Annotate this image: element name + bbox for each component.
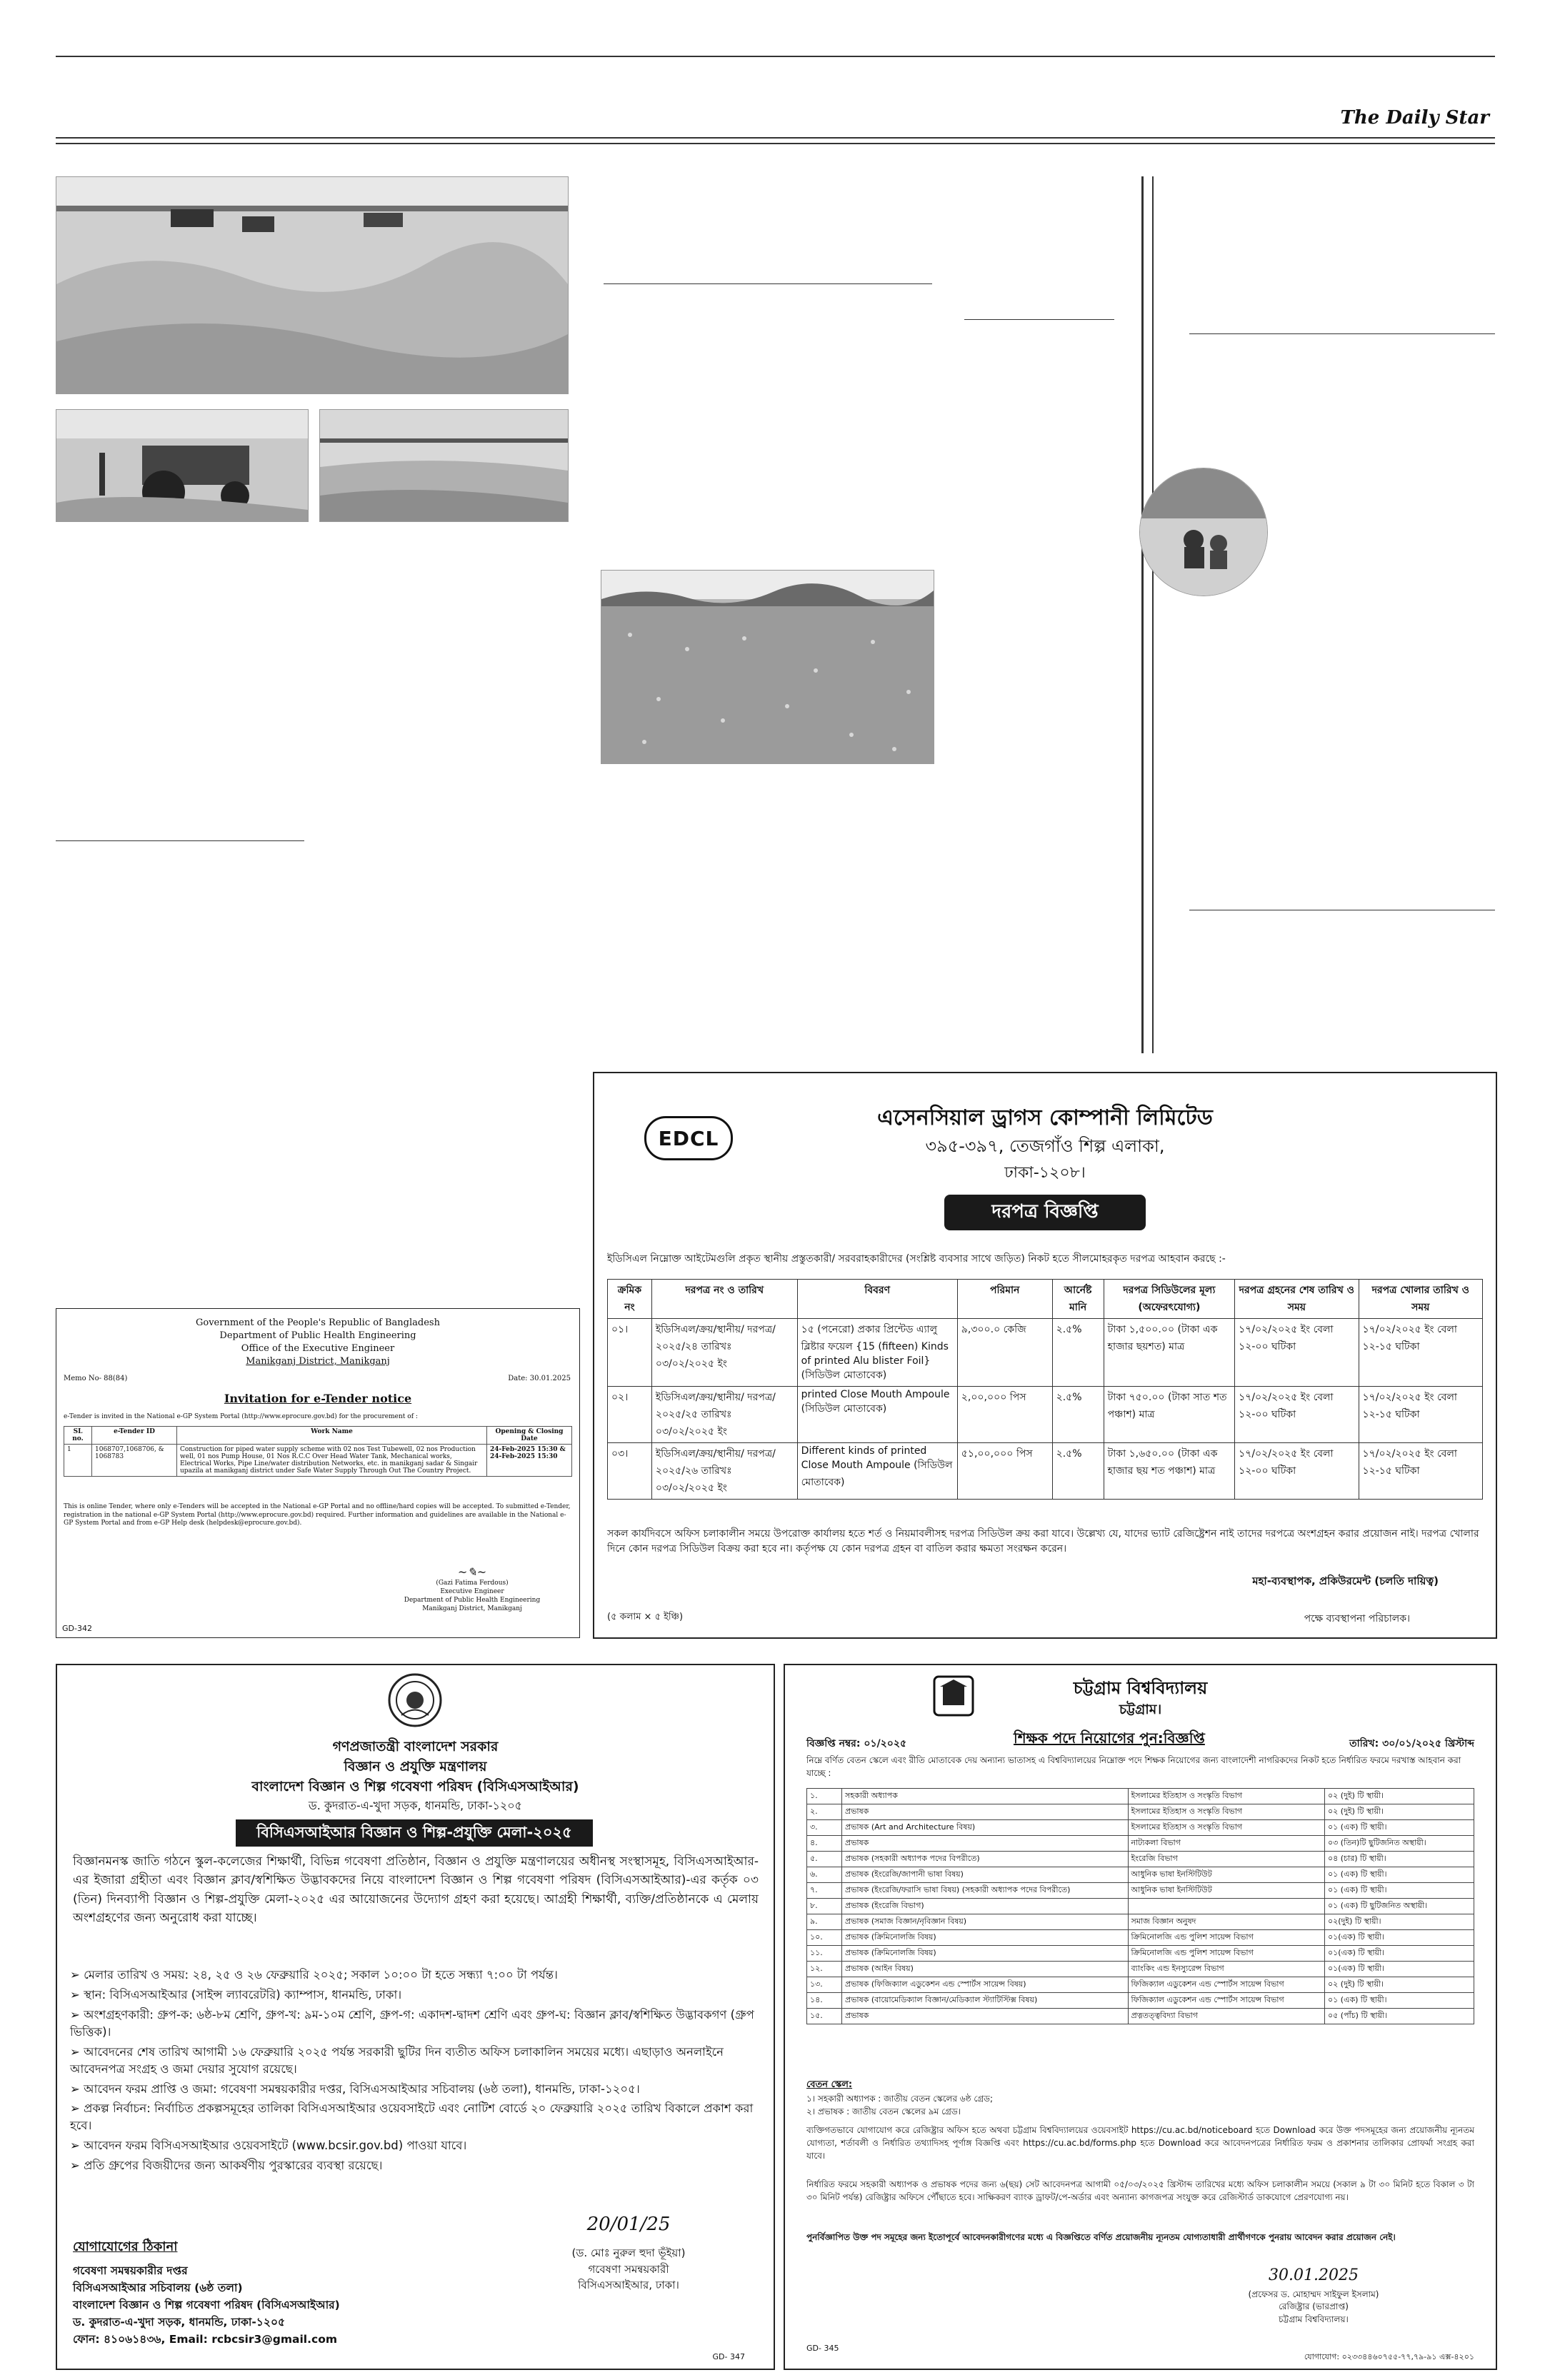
edcl-col-header: আর্নেষ্ট মানি (1052, 1280, 1104, 1319)
table-cell: ১৭/০২/২০২৫ ইং বেলা ১২-১৫ ঘটিকা (1359, 1443, 1482, 1500)
table-row (608, 1387, 1483, 1443)
table-cell: টাকা ৭৫০.০০ (টাকা সাত শত পঞ্চাশ) মাত্র (1104, 1387, 1235, 1443)
arrow-icon: ➢ (70, 2007, 84, 2022)
table-cell: সহকারী অধ্যাপক (842, 1789, 1129, 1804)
edcl-notice-title-badge (944, 1195, 1146, 1230)
edcl-signatory-2: পক্ষে ব্যবস্থাপনা পরিচালক। (1304, 1613, 1410, 1625)
table-cell: ০৪ (চার) টি স্থায়ী। (1325, 1852, 1474, 1867)
table-cell: প্রভাষক (ক্রিমিনোলজি বিষয়) (842, 1946, 1129, 1962)
bcsir-bullet: ➢ অংশগ্রহণকারী: গ্রুপ-ক: ৬ষ্ঠ-৮ম শ্রেণি, গ্রুপ-খ: ৯ম-১০ম শ্রেণি, গ্রুপ-গ: একাদশ-দ্বাদশ শ্রেণি এবং গ্রুপ-ঘ: বিজ্ঞান ক্লাব/স্বশিক্ষিত উদ্ভাবকগণ (গ্রুপ ভিত্তিক)। (70, 2007, 754, 2039)
edcl-col-header: দরপত্র গ্রহনের শেষ তারিখ ও সময় (1235, 1280, 1359, 1319)
cu-sig-name: (প্রফেসর ড. মোহাম্মদ সাইফুল ইসলাম) (1248, 2289, 1379, 2299)
table-row (807, 1789, 1474, 1804)
egp-district: Manikganj District, Manikganj (246, 1356, 390, 1367)
table-cell: ফিজিক্যাল এডুকেশন এন্ড স্পোর্টস সায়েন্স বিভাগ (1128, 1993, 1324, 2009)
table-cell: সমাজ বিজ্ঞান অনুষদ (1128, 1914, 1324, 1930)
table-cell: ০১ (এক) টি স্থায়ী। (1325, 1867, 1474, 1883)
bcsir-contact-line: ড. কুদরাত-এ-খুদা সড়ক, ধানমন্ডি, ঢাকা-১২০৫ (73, 2316, 286, 2329)
egp-memo: Memo No- 88(84) (64, 1375, 128, 1382)
egp-sig-district: Manikganj District, Manikganj (422, 1605, 522, 1613)
table-cell: ০৩ (তিন)টি ছুটিজনিত অস্থায়ী। (1325, 1836, 1474, 1852)
table-cell: ইডিসিএল/ক্রয়/স্থানীয়/ দরপত্র/২০২৫/২৬ তারিখঃ ০৩/০২/২০২৫ ইং (651, 1443, 797, 1500)
edcl-col-header: পরিমান (957, 1280, 1052, 1319)
egp-note: This is online Tender, where only e-Tenders will be accepted in the National e-GP Portal and no offline/hard copies will be accepted. To submitted e-Tender, registration in the national e-GP System Portal (http://www.eprocure.gov.bd) required. Further information and guidelines are available in the National e-GP System Portal and from e-GP Help desk (helpdesk@eprocure.gov.bd). (64, 1503, 571, 1527)
table-row (64, 1445, 572, 1477)
table-cell: ০২ (দুই) টি স্থায়ী। (1325, 1804, 1474, 1820)
table-cell: ২.৫% (1052, 1387, 1104, 1443)
bcsir-contact-block (73, 2262, 501, 2348)
table-row (807, 2009, 1474, 2024)
table-cell: ১৭/০২/২০২৫ ইং বেলা ১২-০০ ঘটিকা (1235, 1387, 1359, 1443)
cu-intro: নিম্নে বর্ণিত বেতন স্কেলে এবং রীতি মোতাবেক দেয় অন্যান্য ভাতাসহ এ বিশ্ববিদ্যালয়ের নিম্নোক্ত পদে শিক্ষক নিয়োগের জন্য বাংলাদেশী নাগরিকদের নিকট হতে নির্ধারিত ফরমে দরখাস্ত আহবান করা যাচ্ছে : (806, 1755, 1461, 1778)
edcl-signatory: মহা-ব্যবস্থাপক, প্রকিউরমেন্ট (চলতি দায়িত্ব) (1252, 1575, 1439, 1587)
bcsir-ministry: বিজ্ঞান ও প্রযুক্তি মন্ত্রণালয় (344, 1759, 487, 1774)
cu-para-2: নির্ধারিত ফরমে সহকারী অধ্যাপক ও প্রভাষক পদের জন্য ৬(ছয়) সেট আবেদনপত্র আগামী ০৫/০৩/২০২৫ খ্রিস্টাব্দ তারিখের মধ্যে অফিস চলাকালীন সময়ে (সকাল ৯ টা ৩০ মিনিট হতে বিকাল ৩ টা ৩০ মিনিট পর্যন্ত) রেজিষ্ট্রার অফিসে পৌঁছাতে হবে। সাক্ষিকরণ ব্যাংক ড্রাফট/পে-অর্ডার এবং অন্যান্য কাগজপত্র সংযুক্ত করে রেজিস্টার্ড ডাকযোগে প্রেরণযোগ্য নয়। (806, 2179, 1474, 2202)
bcsir-bullet: ➢ আবেদন ফরম বিসিএসআইআর ওয়েবসাইটে (www.bcsir.gov.bd) পাওয়া যাবে। (70, 2139, 467, 2153)
table-cell: আধুনিক ভাষা ইনস্টিটিউট (1128, 1867, 1324, 1883)
table-cell: প্রভাষক (বায়োমেডিক্যাল বিজ্ঞান/মেডিক্যাল স্ট্যাটিস্টিক্স বিষয়) (842, 1993, 1129, 2009)
table-cell: ৮. (807, 1899, 842, 1914)
cu-date: তারিখ: ৩০/০১/২০২৫ খ্রিস্টাব্দ (1349, 1738, 1474, 1749)
table-cell: ০১(এক) টি স্থায়ী। (1325, 1930, 1474, 1946)
table-cell: ০৫ (পাঁচ) টি স্থায়ী। (1325, 2009, 1474, 2024)
table-cell: ০১ (এক) টি ছুটিজনিত অস্থায়ী। (1325, 1899, 1474, 1914)
table-cell: আধুনিক ভাষা ইনস্টিটিউট (1128, 1883, 1324, 1899)
egp-col-header: e-Tender ID (92, 1427, 177, 1445)
table-cell: 1068707,1068706, & 1068783 (92, 1445, 177, 1477)
table-row (807, 1899, 1474, 1914)
edcl-col-header: দরপত্র সিডিউলের মূল্য (অফেরৎযোগ্য) (1104, 1280, 1235, 1319)
sand-extraction-photo (56, 176, 569, 394)
bcsir-contact-heading: যোগাযোগের ঠিকানা (73, 2239, 178, 2254)
table-row (807, 1883, 1474, 1899)
egp-office: Office of the Executive Engineer (241, 1343, 395, 1354)
edcl-col-header: ক্রমিক নং (608, 1280, 652, 1319)
table-cell: প্রভাষক (সমাজ বিজ্ঞান/নৃবিজ্ঞান বিষয়) (842, 1914, 1129, 1930)
cu-pay-block (806, 2092, 993, 2118)
bcsir-title: বিসিএসআইআর বিজ্ঞান ও শিল্প-প্রযুক্তি মেলা-২০২৫ (256, 1823, 572, 1841)
table-cell: ০১ (এক) টি স্থায়ী। (1325, 1820, 1474, 1836)
bcsir-bullet: ➢ মেলার তারিখ ও সময়: ২৪, ২৫ ও ২৬ ফেব্রুয়ারি ২০২৫; সকাল ১০:০০ টা হতে সন্ধ্যা ৭:০০ টা পর্যন্ত। (70, 1968, 558, 1982)
cu-recruitment-ad (784, 1664, 1497, 2370)
bcsir-title-badge (236, 1819, 593, 1847)
table-row (807, 1993, 1474, 2009)
table-cell: প্রভাষক (ইংরেজি/জাপানী ভাষা বিষয়) (842, 1867, 1129, 1883)
table-cell: Construction for piped water supply scheme with 02 nos Test Tubewell, 02 nos Production well, 01 nos Pump House, 01 Nos R.C.C Over Head Water Tank, Mechanical works, Electrical Works, Pipe Line/water distribution Networks, etc. in manikganj sadar & Singair upazila at manikganj district under Safe Water Supply Through Out The Country Project. (177, 1445, 487, 1477)
header-rule-2 (56, 143, 1495, 144)
cu-name: চট্টগ্রাম বিশ্ববিদ্যালয় (1073, 1678, 1208, 1698)
egp-col-header: SL no. (64, 1427, 92, 1445)
table-cell: প্রভাষক (ইংরেজি/ফরাসি ভাষা বিষয়) (সহকারী অধ্যাপক পদের বিপরীতে) (842, 1883, 1129, 1899)
table-cell: ০৩। (608, 1443, 652, 1500)
arrow-icon: ➢ (70, 2082, 84, 2096)
egp-sig-title: Executive Engineer (440, 1588, 504, 1596)
table-row (807, 1852, 1474, 1867)
bcsir-council: বাংলাদেশ বিজ্ঞান ও শিল্প গবেষণা পরিষদ (বিসিএসআইআর) (251, 1779, 579, 1794)
table-row (807, 1930, 1474, 1946)
bcsir-gov: গণপ্রজাতন্ত্রী বাংলাদেশ সরকার (332, 1739, 499, 1754)
cu-sig-org: চট্টগ্রাম বিশ্ববিদ্যালয়। (1279, 2314, 1349, 2324)
bcsir-sig-title: গবেষণা সমন্বয়কারী (588, 2262, 669, 2276)
table-row (807, 1867, 1474, 1883)
sidebar-rule-1 (1189, 333, 1495, 334)
table-cell: ১৫. (807, 2009, 842, 2024)
sidebar-vertical-rule-1 (1141, 176, 1144, 1053)
table-cell: ৬. (807, 1867, 842, 1883)
crop-field-photo (601, 570, 934, 764)
table-row (608, 1319, 1483, 1387)
edcl-col-header: দরপত্র নং ও তারিখ (651, 1280, 797, 1319)
arrow-icon: ➢ (70, 2044, 84, 2059)
bcsir-signature-date: 20/01/25 (586, 2214, 671, 2235)
table-cell: ১৭/০২/২০২৫ ইং বেলা ১২-০০ ঘটিকা (1235, 1443, 1359, 1500)
bcsir-contact-line: বিসিএসআইআর সচিবালয় (৬ষ্ঠ তলা) (73, 2281, 243, 2295)
tractor-photo (56, 409, 309, 522)
bcsir-sig-org: বিসিএসআইআর, ঢাকা। (578, 2279, 679, 2291)
table-cell: ০২(দুই) টি স্থায়ী। (1325, 1914, 1474, 1930)
table-cell: প্রভাষক (ক্রিমিনোলজি বিষয়) (842, 1930, 1129, 1946)
bcsir-intro: বিজ্ঞানমনস্ক জাতি গঠনে স্কুল-কলেজের শিক্ষার্থী, বিভিন্ন গবেষণা প্রতিষ্ঠান, বিজ্ঞান ও প্রযুক্তি মন্ত্রণালয়ের অধীনস্থ সংস্থাসমূহ, বিসিএসআইআর-এর ইজারা গ্রহীতা এবং বিজ্ঞান ক্লাব/স্বশিক্ষিত উদ্ভাবকদের নিয়ে বাংলাদেশ বিজ্ঞান ও শিল্প গবেষণা পরিষদ (বিসিএসআইআর)-এর কর্তৃক ০৩ (তিন) দিনব্যাপী বিজ্ঞান ও শিল্প-প্রযুক্তি মেলা-২০২৫ এর আয়োজনের উদ্যোগ গ্রহণ করা হয়েছে। আগ্রহী শিক্ষার্থী, ব্যক্তি/প্রতিষ্ঠানকে এ মেলায় অংশগ্রহণের জন্য অনুরোধ করা যাচ্ছে। (73, 1854, 759, 1926)
masthead-logo: The Daily Star (1340, 107, 1489, 129)
table-cell: প্রভাষক (842, 2009, 1129, 2024)
arrow-icon: ➢ (70, 1968, 84, 1982)
bcsir-gd-code: GD- 347 (712, 2352, 745, 2361)
edcl-footer-text: সকল কার্যদিবসে অফিস চলাকালীন সময়ে উপরোক্ত কার্যালয় হতে শর্ত ও নিয়মাবলীসহ দরপত্র সিডিউল ক্রয় করা যাবে। উল্লেখ্য যে, যাদের ভ্যাট রেজিষ্ট্রেশন নাই তাদের দরপত্রে অংশগ্রহন করার প্রয়োজন নাই। দরপত্র খোলার দিনে কোন দরপত্র সিডিউল বিক্রয় করা হবে না। কর্তৃপক্ষ যে কোন দরপত্র গ্রহন বা বাতিল করার ক্ষমতা সংরক্ষন করেন। (607, 1528, 1479, 1555)
table-cell: ০১ (এক) টি স্থায়ী। (1325, 1883, 1474, 1899)
table-cell: ২. (807, 1804, 842, 1820)
edcl-tender-ad (593, 1072, 1497, 1639)
bcsir-address: ড. কুদরাত-এ-খুদা সড়ক, ধানমন্ডি, ঢাকা-১২০৫ (308, 1799, 523, 1812)
table-cell: 1 (64, 1445, 92, 1477)
egp-title: Invitation for e-Tender notice (224, 1392, 412, 1405)
table-cell: ১০. (807, 1930, 842, 1946)
table-cell: নাট্যকলা বিভাগ (1128, 1836, 1324, 1852)
table-row (807, 1962, 1474, 1977)
table-cell: ০২ (দুই) টি স্থায়ী। (1325, 1977, 1474, 1993)
table-cell: ফিজিক্যাল এডুকেশন এন্ড স্পোর্টস সায়েন্স বিভাগ (1128, 1977, 1324, 1993)
bcsir-bullet: ➢ প্রকল্প নির্বাচন: নির্বাচিত প্রকল্পসমূহের তালিকা বিসিএসআইআর ওয়েবসাইটে এবং নোটিশ বোর্ডে ২০ ফেব্রুয়ারি ২০২৫ তারিখ বিকালে প্রকাশ করা হবে। (70, 2102, 754, 2133)
edcl-company-name: এসেনসিয়াল ড্রাগস কোম্পানী লিমিটেড (877, 1105, 1213, 1130)
table-cell: টাকা ১,৬৫০.০০ (টাকা এক হাজার ছয় শত পঞ্চাশ) মাত্র (1104, 1443, 1235, 1500)
cu-pay-line: ১। সহকারী অধ্যাপক : জাতীয় বেতন স্কেলের ৬ষ্ঠ গ্রেড; (806, 2094, 994, 2104)
table-cell: ৫. (807, 1852, 842, 1867)
egp-tender-ad (56, 1308, 580, 1638)
egp-gov: Government of the People's Republic of Bangladesh (196, 1317, 440, 1328)
table-cell: ইংরেজি বিভাগ (1128, 1852, 1324, 1867)
sidebar-vertical-rule-2 (1152, 176, 1154, 1053)
table-cell: প্রভাষক (ফিজিক্যাল এডুকেশন এন্ড স্পোর্টস সায়েন্স বিষয়) (842, 1977, 1129, 1993)
cu-city: চট্টগ্রাম। (1119, 1702, 1162, 1717)
table-cell: ৯. (807, 1914, 842, 1930)
table-cell: প্রভাষক (সহকারী অধ্যাপক পদের বিপরীতে) (842, 1852, 1129, 1867)
edcl-tender-table (607, 1279, 1483, 1500)
cu-title: শিক্ষক পদে নিয়োগের পুন:বিজ্ঞপ্তি (1014, 1729, 1205, 1747)
edcl-ad-size: (৫ কলাম × ৫ ইঞ্চি) (607, 1612, 684, 1622)
bcsir-contact-line: ফোন: ৪১০৬১৪৩৬, Email: rcbcsir3@gmail.com (73, 2333, 337, 2346)
table-row (807, 1836, 1474, 1852)
table-cell: ১২. (807, 1962, 842, 1977)
cu-posts-table (806, 1788, 1474, 2024)
table-cell: ১৭/০২/২০২৫ ইং বেলা ১২-১৫ ঘটিকা (1359, 1387, 1482, 1443)
edcl-logo-text: EDCL (658, 1126, 719, 1150)
table-cell: ইসলামের ইতিহাস ও সংস্কৃতি বিভাগ (1128, 1804, 1324, 1820)
bcsir-fair-ad (56, 1664, 775, 2370)
egp-dept: Department of Public Health Engineering (219, 1330, 416, 1341)
river-bridge-photo (319, 409, 569, 522)
table-cell: ৯,৩০০.০ কেজি (957, 1319, 1052, 1387)
table-cell: প্রভাষক (842, 1804, 1129, 1820)
table-cell: ১৭/০২/২০২৫ ইং বেলা ১২-০০ ঘটিকা (1235, 1319, 1359, 1387)
bcsir-bullet: ➢ আবেদনের শেষ তারিখ আগামী ১৬ ফেব্রুয়ারি ২০২৫ পর্যন্ত সরকারী ছুটির দিন ব্যতীত অফিস চলাকালিন সময়ের মধ্যে। এছাড়াও অনলাইনে আবেদনপত্র সংগ্রহ ও জমা দেয়ার সুযোগ রয়েছে। (70, 2044, 724, 2076)
bcsir-contact-line: গবেষণা সমন্বয়কারীর দপ্তর (73, 2264, 188, 2277)
bcsir-emblem-icon (387, 1672, 443, 1728)
table-cell: ৫১,০০,০০০ পিস (957, 1443, 1052, 1500)
egp-signature-block (379, 1565, 565, 1614)
table-cell: ০১(এক) টি স্থায়ী। (1325, 1946, 1474, 1962)
table-row (807, 1820, 1474, 1836)
edcl-col-header: দরপত্র খোলার তারিখ ও সময় (1359, 1280, 1482, 1319)
sidebar-round-photo (1139, 468, 1268, 596)
table-cell: ৪. (807, 1836, 842, 1852)
table-cell: 24-Feb-2025 15:30 & 24-Feb-2025 15:30 (487, 1445, 572, 1477)
table-cell: ৩. (807, 1820, 842, 1836)
cu-signature-block (1171, 2266, 1456, 2326)
cu-gd-code: GD- 345 (806, 2344, 839, 2353)
header-rule-1 (56, 137, 1495, 139)
edcl-notice-title: দরপত্র বিজ্ঞপ্তি (991, 1201, 1099, 1222)
arrow-icon: ➢ (70, 2139, 84, 2153)
cu-pay-line: ২। প্রভাষক : জাতীয় বেতন স্কেলের ৯ম গ্রেড। (806, 2107, 961, 2117)
cu-signature-date: 30.01.2025 (1269, 2266, 1359, 2284)
table-cell: ৭. (807, 1883, 842, 1899)
table-cell: ০১(এক) টি স্থায়ী। (1325, 1962, 1474, 1977)
table-cell: ১. (807, 1789, 842, 1804)
table-row (807, 1946, 1474, 1962)
table-cell: ২.৫% (1052, 1443, 1104, 1500)
cu-pay-heading: বেতন স্কেল: (806, 2079, 853, 2090)
edcl-col-header: বিবরণ (797, 1280, 957, 1319)
table-cell: প্রভাষক (Art and Architecture বিষয়) (842, 1820, 1129, 1836)
arrow-icon: ➢ (70, 1987, 84, 2002)
bcsir-sig-name: (ড. মোঃ নুরুল হুদা ভূঁইয়া) (571, 2246, 686, 2259)
cu-para-1: ব্যক্তিগতভাবে যোগাযোগ করে রেজিষ্ট্রার অফিস হতে অথবা চট্টগ্রাম বিশ্ববিদ্যালয়ের ওয়েবসাইট https://cu.ac.bd/noticeboard হতে Download করে উক্ত পদসমূহের জন্য প্রয়োজনীয় ন্যূনতম যোগ্যতা, শর্তাবলী ও নির্ধারিত তথ্যাদিসহ পূর্ণাঙ্গ বিজ্ঞপ্তি এবং https://cu.ac.bd/forms.php হতে Download করে আবেদনপত্রের নির্ধারিত ফরম ও প্রকাশনার তালিকার প্রোফর্মা সংগ্রহ করা যাবে। (806, 2125, 1474, 2161)
table-row (807, 1977, 1474, 1993)
table-cell: ইসলামের ইতিহাস ও সংস্কৃতি বিভাগ (1128, 1789, 1324, 1804)
bcsir-bullet: ➢ প্রতি গ্রুপের বিজয়ীদের জন্য আকর্ষণীয় পুরস্কারের ব্যবস্থা রয়েছে। (70, 2159, 383, 2173)
table-cell: প্রভাষক (ইংরেজি বিভাগ) (842, 1899, 1129, 1914)
table-cell: প্রভাষক (আইন বিষয়) (842, 1962, 1129, 1977)
article-rule-2 (964, 319, 1114, 320)
egp-gd-code: GD-342 (62, 1624, 92, 1633)
table-cell (1128, 1899, 1324, 1914)
bcsir-bullet: ➢ আবেদন ফরম প্রাপ্তি ও জমা: গবেষণা সমন্বয়কারীর দপ্তর, বিসিএসআইআর সচিবালয় (৬ষ্ঠ তলা), ধানমন্ডি, ঢাকা-১২০৫। (70, 2082, 640, 2096)
edcl-address-1: ৩৯৫-৩৯৭, তেজগাঁও শিল্প এলাকা, (925, 1136, 1165, 1156)
table-cell: ২,০০,০০০ পিস (957, 1387, 1052, 1443)
table-cell: ১৪. (807, 1993, 842, 2009)
article-rule-3 (56, 840, 304, 841)
cu-sig-title: রেজিষ্ট্রার (ভারপ্রাপ্ত) (1279, 2301, 1349, 2312)
table-row (608, 1443, 1483, 1500)
table-cell: printed Close Mouth Ampoule (সিডিউল মোতাবেক) (797, 1387, 957, 1443)
egp-col-header: Work Name (177, 1427, 487, 1445)
cu-phone: যোগাযোগ: ০২৩৩৪৪৬০৭৫৫-৭৭,৭৯-৯১ এক্স-৪২০১ (1304, 2352, 1474, 2361)
cu-para-3: পুনর্বিজ্ঞাপিত উক্ত পদ সমূহের জন্য ইতোপূর্বে আবেদনকারীগণের মধ্যে এ বিজ্ঞপ্তিতে বর্ণিত প্রয়োজনীয় ন্যূনতম যোগ্যতাধারী প্রার্থীগণকে পুনরায় আবেদন করার প্রয়োজন নেই। (806, 2232, 1396, 2242)
edcl-address-2: ঢাকা-১২০৮। (1004, 1164, 1086, 1182)
egp-sig-dept: Department of Public Health Engineering (404, 1597, 541, 1605)
table-cell: ক্রিমিনোলজি এন্ড পুলিশ সায়েন্স বিভাগ (1128, 1946, 1324, 1962)
table-cell: ২.৫% (1052, 1319, 1104, 1387)
egp-sig-name: (Gazi Fatima Ferdous) (436, 1580, 509, 1587)
egp-col-header: Opening & Closing Date (487, 1427, 572, 1445)
top-rule (56, 56, 1495, 57)
egp-intro: e-Tender is invited in the National e-GP System Portal (http://www.eprocure.gov.bd) for the procurement of : (64, 1413, 418, 1420)
cu-notice-number: বিজ্ঞপ্তি নম্বর: ০১/২০২৫ (806, 1738, 907, 1749)
table-cell: ইডিসিএল/ক্রয়/স্থানীয়/ দরপত্র/২০২৫/২৪ তারিখঃ ০৩/০২/২০২৫ ইং (651, 1319, 797, 1387)
table-cell: প্রত্নতত্ত্ববিদ্যা বিভাগ (1128, 2009, 1324, 2024)
article-rule-1 (604, 283, 932, 284)
table-cell: ১১. (807, 1946, 842, 1962)
table-cell: ০২। (608, 1387, 652, 1443)
bcsir-contact-line: বাংলাদেশ বিজ্ঞান ও শিল্প গবেষণা পরিষদ (বিসিএসআইআর) (73, 2299, 340, 2312)
bcsir-signature-block (514, 2214, 743, 2294)
table-cell: ক্রিমিনোলজি এন্ড পুলিশ সায়েন্স বিভাগ (1128, 1930, 1324, 1946)
table-cell: ইসলামের ইতিহাস ও সংস্কৃতি বিভাগ (1128, 1820, 1324, 1836)
egp-date: Date: 30.01.2025 (508, 1375, 571, 1382)
table-cell: ইডিসিএল/ক্রয়/স্থানীয়/ দরপত্র/২০২৫/২৫ তারিখঃ ০৩/০২/২০২৫ ইং (651, 1387, 797, 1443)
egp-table (64, 1426, 572, 1477)
arrow-icon: ➢ (70, 2159, 84, 2173)
table-cell: Different kinds of printed Close Mouth Ampoule (সিডিউল মোতাবেক) (797, 1443, 957, 1500)
arrow-icon: ➢ (70, 2102, 84, 2116)
table-cell: ০১ (এক) টি স্থায়ী। (1325, 1993, 1474, 2009)
table-cell: ১৫ (পনেরো) প্রকার প্রিন্টেড এ্যালু ব্লিষ্টার ফয়েল {15 (fifteen) Kinds of printed Alu blister Foil} (সিডিউল মোতাবেক) (797, 1319, 957, 1387)
table-cell: ব্যাংকিং এন্ড ইনস্যুরেন্স বিভাগ (1128, 1962, 1324, 1977)
egp-signature-icon: ~✎~ (457, 1565, 487, 1579)
table-cell: টাকা ১,৫০০.০০ (টাকা এক হাজার ছয়শত) মাত্র (1104, 1319, 1235, 1387)
table-row (807, 1804, 1474, 1820)
table-cell: প্রভাষক (842, 1836, 1129, 1852)
bcsir-bullet: ➢ স্থান: বিসিএসআইআর (সাইন্স ল্যাবরেটরি) ক্যাম্পাস, ধানমন্ডি, ঢাকা। (70, 1987, 402, 2002)
bcsir-bullet-list (70, 1964, 756, 2177)
table-cell: ০২ (দুই) টি স্থায়ী। (1325, 1789, 1474, 1804)
table-cell: ১৩. (807, 1977, 842, 1993)
table-cell: ০১। (608, 1319, 652, 1387)
table-cell: ১৭/০২/২০২৫ ইং বেলা ১২-১৫ ঘটিকা (1359, 1319, 1482, 1387)
table-row (807, 1914, 1474, 1930)
edcl-intro: ইডিসিএল নিম্নোক্ত আইটেমগুলি প্রকৃত স্থানীয় প্রস্তুতকারী/ সরবরাহকারীদের (সংশ্লিষ্ট ব্যবসার সাথে জড়িত) নিকট হতে সীলমোহরকৃত দরপত্র আহবান করছে :- (607, 1253, 1226, 1265)
